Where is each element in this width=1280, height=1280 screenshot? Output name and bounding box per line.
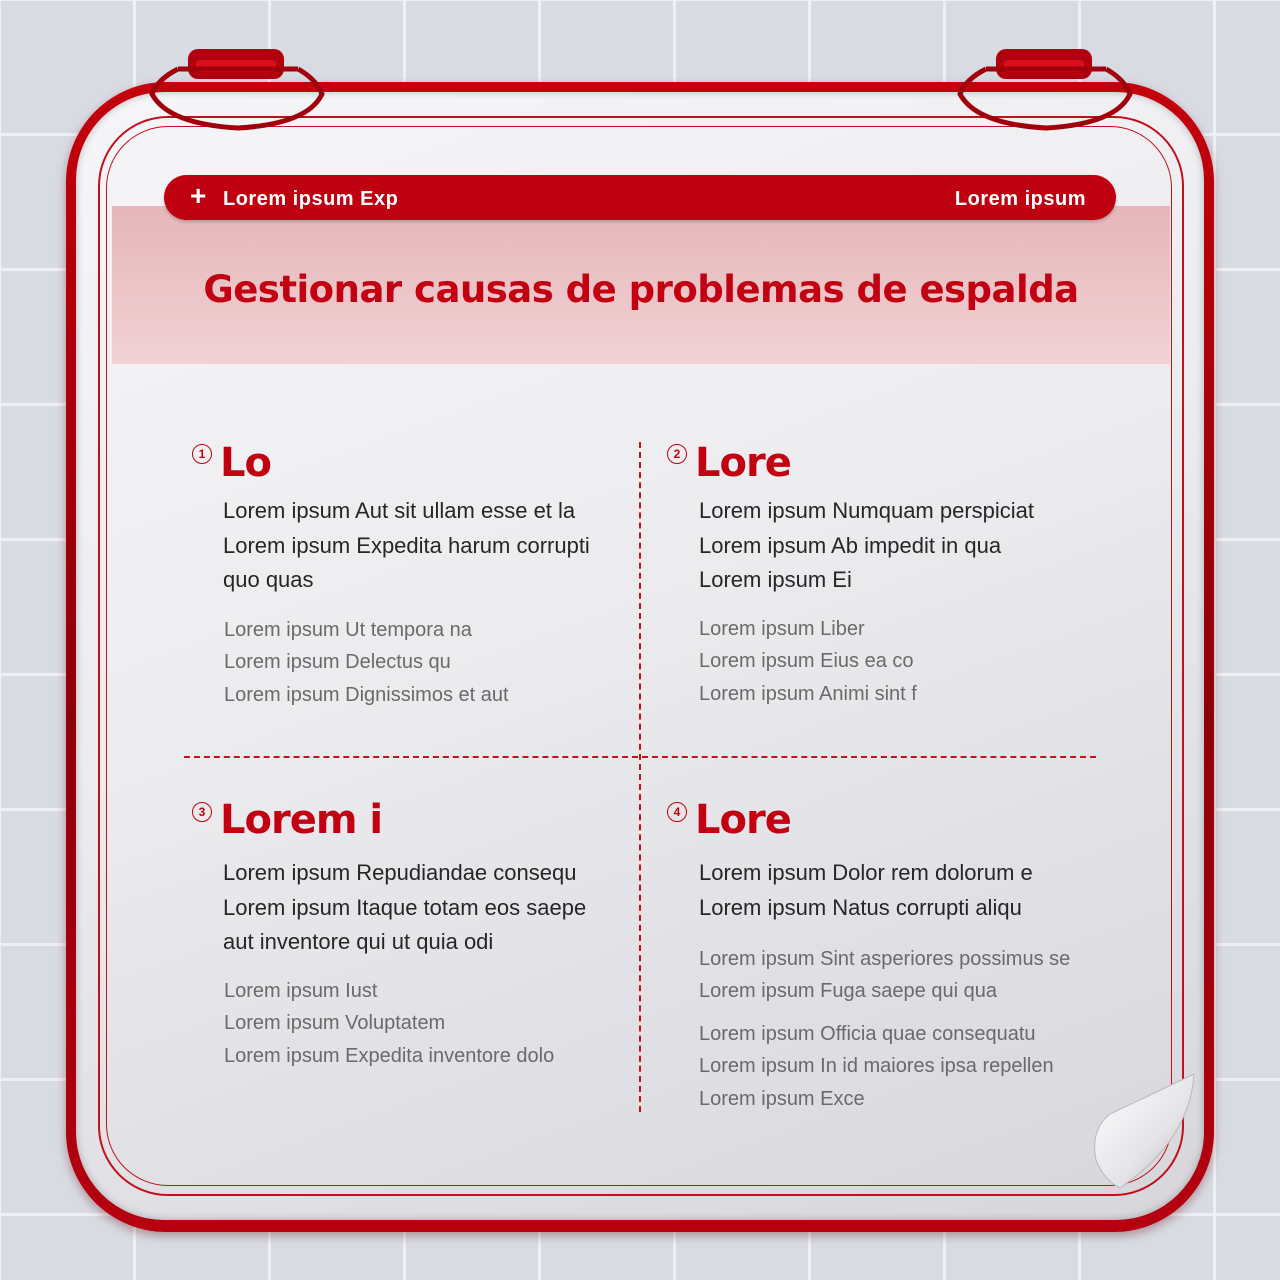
main-line: Lorem ipsum Repudiandae consequ [223,860,577,885]
sub-line: Lorem ipsum Voluptatem [224,1012,446,1035]
main-text [223,494,590,598]
binder-clip-icon [956,44,1136,134]
plus-icon: + [190,180,207,211]
sub-line: Lorem ipsum Animi sint f [699,682,917,705]
main-line: Lorem ipsum Itaque totam eos saepe [223,894,587,920]
main-line: quo quas [223,567,314,592]
sub-line: Lorem ipsum Exce [699,1087,865,1110]
section-heading: Lore [695,797,791,843]
page-title: Gestionar causas de problemas de espalda [203,268,1079,311]
sub-line: Lorem ipsum Delectus qu [224,651,451,674]
section-heading: Lo [220,440,271,486]
sub-line: Lorem ipsum Expedita inventore dolo [224,1044,555,1067]
sub-text-2 [699,1018,1054,1115]
sub-line: Lorem ipsum Eius ea co [699,650,914,673]
main-line: Lorem ipsum Aut sit ullam esse et la [223,498,576,523]
sub-line: Lorem ipsum Officia quae consequatu [699,1023,1036,1045]
number-badge: 3 [192,802,212,822]
sub-line: Lorem ipsum Fuga saepe qui qua [699,980,997,1003]
banner-left-label: Lorem ipsum Exp [223,188,399,210]
sub-line: Lorem ipsum In id maiores ipsa repellen [699,1055,1054,1078]
main-line: Lorem ipsum Expedita harum corrupti [223,532,590,558]
vertical-divider [639,442,641,1112]
number-badge: 1 [192,444,212,464]
sub-line: Lorem ipsum Iust [224,980,378,1002]
sub-text [224,614,509,711]
page-curl-icon [1090,1070,1200,1190]
binder-clip-icon [148,44,328,134]
section-heading: Lorem i [220,797,383,843]
main-line: Lorem ipsum Natus corrupti aliqu [699,894,1022,920]
main-text [223,856,586,960]
sub-text [699,943,1070,1008]
main-line: aut inventore qui ut quia odi [223,929,494,954]
horizontal-divider [184,756,1096,758]
sub-line: Lorem ipsum Liber [699,618,865,640]
sub-line: Lorem ipsum Sint asperiores possimus se [699,948,1071,970]
sub-line: Lorem ipsum Dignissimos et aut [224,683,509,706]
top-banner [164,175,1116,220]
banner-right-label: Lorem ipsum [954,188,1086,210]
number-badge: 4 [667,802,687,822]
main-line: Lorem ipsum Ab impedit in qua [699,532,1002,558]
number-badge: 2 [667,444,687,464]
sub-line: Lorem ipsum Ut tempora na [224,619,472,641]
sub-text [224,975,554,1072]
main-line: Lorem ipsum Ei [699,567,852,592]
main-line: Lorem ipsum Numquam perspiciat [699,498,1035,523]
main-text [699,856,1033,925]
main-text [699,494,1034,598]
section-heading: Lore [695,440,791,486]
sub-text [699,613,917,710]
main-line: Lorem ipsum Dolor rem dolorum e [699,860,1033,885]
